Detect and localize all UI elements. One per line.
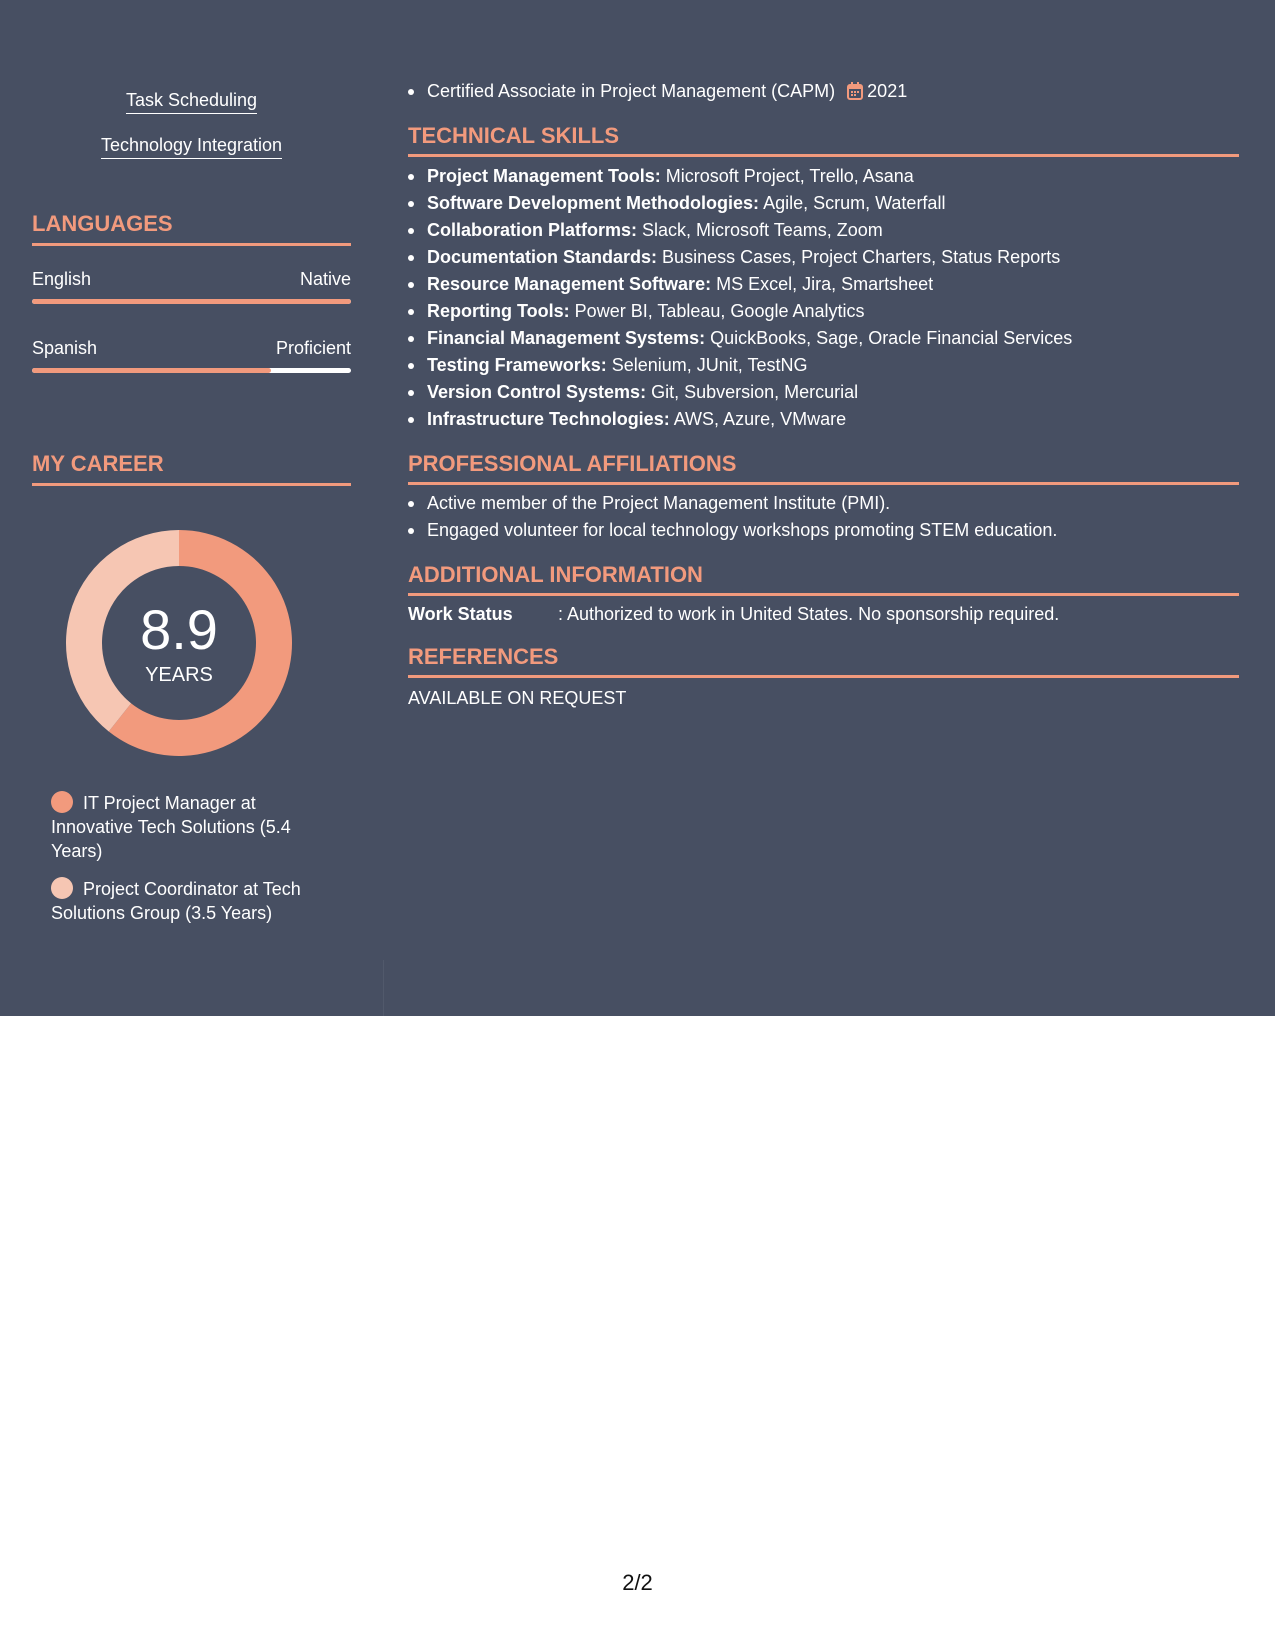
technical-skill-item	[408, 244, 1239, 271]
certification-item	[408, 78, 1239, 105]
language-proficiency-fill	[32, 299, 351, 304]
career-legend-item	[51, 877, 321, 925]
affiliation-item: Engaged volunteer for local technology workshops promoting STEM education.	[408, 517, 1239, 544]
calendar-icon	[847, 82, 863, 100]
skill-values: Power BI, Tableau, Google Analytics	[574, 301, 865, 321]
references-heading: REFERENCES	[408, 643, 1239, 678]
skill-values: Selenium, JUnit, TestNG	[611, 355, 808, 375]
skill-tag-label: Technology Integration	[101, 133, 282, 159]
legend-label: IT Project Manager at Innovative Tech Solutions (5.4 Years)	[51, 793, 291, 861]
work-status-value: : Authorized to work in United States. No sponsorship required.	[558, 604, 1060, 624]
skill-category: Resource Management Software:	[427, 274, 712, 294]
references-text: AVAILABLE ON REQUEST	[408, 688, 627, 708]
technical-skill-item	[408, 298, 1239, 325]
skill-tag-label: Task Scheduling	[126, 88, 257, 114]
technical-skills-list	[408, 163, 1239, 433]
skill-category: Infrastructure Technologies:	[427, 409, 670, 429]
language-row	[32, 267, 351, 291]
skill-tag	[32, 88, 351, 114]
legend-label: Project Coordinator at Tech Solutions Group (3.5 Years)	[51, 879, 301, 923]
technical-skill-item	[408, 325, 1239, 352]
skill-values: QuickBooks, Sage, Oracle Financial Services	[710, 328, 1073, 348]
career-legend-item	[51, 791, 321, 863]
additional-info-heading: ADDITIONAL INFORMATION	[408, 561, 1239, 596]
skill-values: AWS, Azure, VMware	[673, 409, 847, 429]
career-years-unit: YEARS	[145, 664, 213, 686]
language-name: Spanish	[32, 338, 98, 358]
certification-name: Certified Associate in Project Management (CAPM)	[427, 81, 836, 101]
technical-skill-item	[408, 406, 1239, 433]
work-status-label: Work Status	[408, 604, 513, 624]
career-donut-chart	[66, 530, 292, 756]
legend-dot-icon	[51, 877, 73, 899]
certification-year: 2021	[867, 81, 908, 101]
language-proficiency-fill	[32, 368, 271, 373]
affiliations-list	[408, 490, 1239, 544]
skill-values: Microsoft Project, Trello, Asana	[665, 166, 914, 186]
technical-skill-item	[408, 163, 1239, 190]
skill-values: Agile, Scrum, Waterfall	[763, 193, 946, 213]
technical-skill-item	[408, 271, 1239, 298]
affiliation-item: Active member of the Project Management Institute (PMI).	[408, 490, 1239, 517]
skill-category: Project Management Tools:	[427, 166, 661, 186]
language-row	[32, 336, 351, 360]
languages-heading: LANGUAGES	[32, 210, 351, 246]
skill-values: MS Excel, Jira, Smartsheet	[716, 274, 934, 294]
career-total-years: 8.9	[140, 598, 218, 661]
affiliations-heading: PROFESSIONAL AFFILIATIONS	[408, 450, 1239, 485]
technical-skill-item	[408, 190, 1239, 217]
page-number: 2/2	[622, 1570, 653, 1595]
skill-category: Reporting Tools:	[427, 301, 570, 321]
column-divider	[383, 960, 384, 1016]
skill-values: Git, Subversion, Mercurial	[651, 382, 859, 402]
legend-dot-icon	[51, 791, 73, 813]
skill-values: Slack, Microsoft Teams, Zoom	[642, 220, 883, 240]
certification-list	[408, 78, 1239, 105]
skill-category: Collaboration Platforms:	[427, 220, 638, 240]
technical-skill-item	[408, 217, 1239, 244]
language-name: English	[32, 269, 92, 289]
career-heading: MY CAREER	[32, 450, 351, 486]
skill-category: Version Control Systems:	[427, 382, 647, 402]
technical-skill-item	[408, 352, 1239, 379]
language-level: Native	[299, 269, 351, 289]
technical-skills-heading: TECHNICAL SKILLS	[408, 122, 1239, 157]
skill-category: Testing Frameworks:	[427, 355, 607, 375]
technical-skill-item	[408, 379, 1239, 406]
language-proficiency-bar	[32, 299, 351, 304]
skill-category: Financial Management Systems:	[427, 328, 706, 348]
skill-values: Business Cases, Project Charters, Status Reports	[662, 247, 1061, 267]
skill-tag	[32, 133, 351, 159]
skill-category: Software Development Methodologies:	[427, 193, 760, 213]
language-proficiency-bar	[32, 368, 351, 373]
skill-category: Documentation Standards:	[427, 247, 658, 267]
language-level: Proficient	[275, 338, 351, 358]
